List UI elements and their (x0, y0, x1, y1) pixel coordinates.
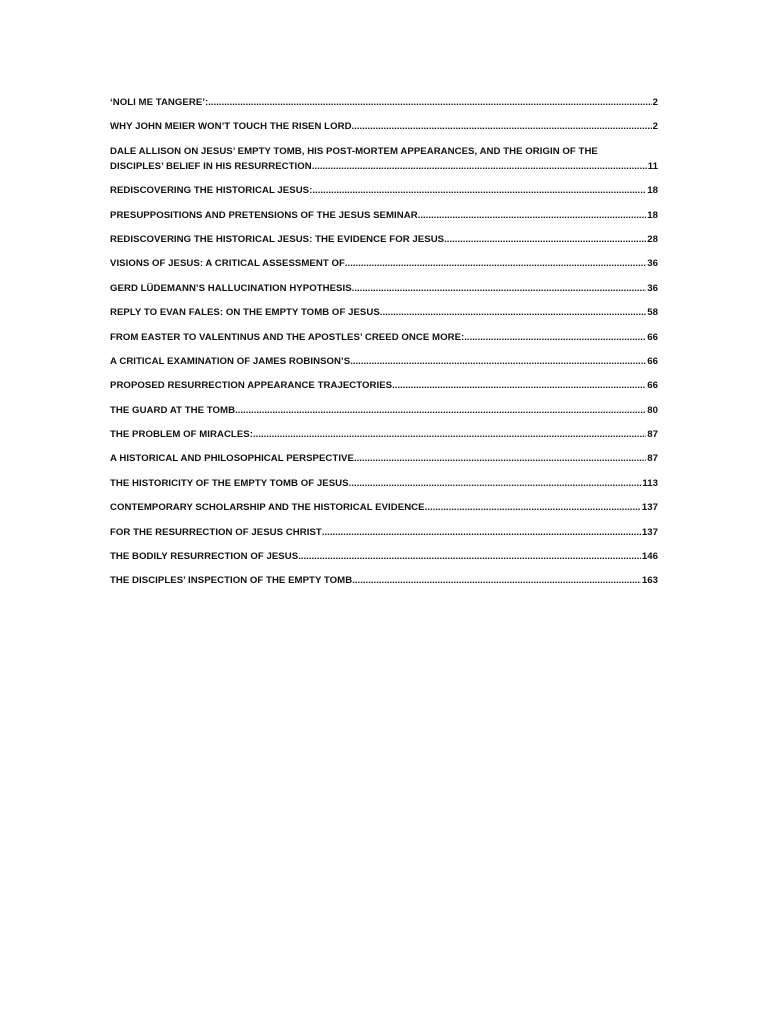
dot-leader (352, 574, 641, 587)
toc-entry-page: 18 (647, 185, 658, 197)
toc-entry-page: 113 (642, 477, 658, 489)
toc-entry[interactable] (110, 120, 658, 133)
toc-entry[interactable] (110, 331, 658, 344)
toc-entry-page: 87 (647, 453, 658, 465)
dot-leader (380, 306, 646, 319)
toc-entry[interactable] (110, 428, 658, 441)
dot-leader (253, 428, 646, 441)
dot-leader (425, 501, 641, 514)
toc-entry-title: REDISCOVERING THE HISTORICAL JESUS: THE EVIDENCE FOR JESUS (110, 233, 445, 245)
toc-entry[interactable] (110, 452, 658, 465)
toc-entry[interactable] (110, 404, 658, 417)
toc-entry-title: THE HISTORICITY OF THE EMPTY TOMB OF JESUS (110, 477, 349, 489)
toc-entry-title: GERD LÜDEMANN’S HALLUCINATION HYPOTHESIS (110, 282, 352, 294)
toc-entry-title: PRESUPPOSITIONS AND PRETENSIONS OF THE JESUS SEMINAR (110, 209, 418, 221)
dot-leader (345, 257, 646, 270)
toc-entry-page: 18 (647, 209, 658, 221)
table-of-contents (110, 96, 658, 599)
dot-leader (208, 96, 651, 109)
toc-entry-title: WHY JOHN MEIER WON’T TOUCH THE RISEN LORD (110, 121, 352, 133)
toc-entry-page: 80 (647, 404, 658, 416)
toc-entry[interactable] (110, 477, 658, 490)
dot-leader (312, 160, 647, 173)
toc-entry-title: THE DISCIPLES’ INSPECTION OF THE EMPTY TOMB (110, 575, 353, 587)
dot-leader (322, 526, 641, 539)
dot-leader (444, 233, 646, 246)
toc-entry-title-line-2: DISCIPLES’ BELIEF IN HIS RESURRECTION (110, 160, 312, 172)
toc-entry-page: 146 (641, 551, 658, 563)
toc-entry-title: THE PROBLEM OF MIRACLES: (110, 429, 253, 441)
toc-entry[interactable] (110, 306, 658, 319)
toc-entry-page: 36 (647, 258, 658, 270)
toc-entry[interactable] (110, 96, 658, 109)
toc-entry-title-line-1: DALE ALLISON ON JESUS’ EMPTY TOMB, HIS POST-MORTEM APPEARANCES, AND THE ORIGIN OF THE (110, 145, 598, 157)
toc-entry-title: ‘NOLI ME TANGERE’: (110, 97, 209, 108)
toc-entry-title: CONTEMPORARY SCHOLARSHIP AND THE HISTORICAL EVIDENCE (110, 502, 425, 514)
dot-leader (352, 120, 652, 133)
toc-entry-page: 2 (652, 97, 658, 108)
dot-leader (312, 184, 646, 197)
toc-entry-title: REDISCOVERING THE HISTORICAL JESUS: (110, 185, 313, 197)
toc-entry-page: 137 (641, 502, 658, 514)
toc-entry-page: 66 (647, 380, 658, 392)
toc-entry-title: THE BODILY RESURRECTION OF JESUS (110, 551, 299, 563)
toc-entry[interactable] (110, 145, 658, 173)
toc-entry-second-line (110, 160, 658, 173)
dot-leader (350, 355, 646, 368)
dot-leader (235, 404, 646, 417)
toc-entry-page: 11 (647, 160, 658, 172)
toc-entry[interactable] (110, 209, 658, 222)
dot-leader (349, 477, 642, 490)
toc-entry-page: 36 (647, 282, 658, 294)
toc-entry[interactable] (110, 257, 658, 270)
toc-entry-title: THE GUARD AT THE TOMB (110, 404, 236, 416)
toc-entry-page: 87 (647, 429, 658, 441)
toc-entry-title: FROM EASTER TO VALENTINUS AND THE APOSTLES’ CREED ONCE MORE: (110, 331, 465, 343)
toc-entry-page: 28 (647, 233, 658, 245)
toc-entry[interactable] (110, 355, 658, 368)
toc-entry[interactable] (110, 184, 658, 197)
toc-entry-page: 137 (641, 526, 658, 538)
toc-entry[interactable] (110, 550, 658, 563)
dot-leader (418, 209, 647, 222)
toc-entry-page: 2 (652, 121, 658, 133)
dot-leader (464, 331, 646, 344)
toc-entry[interactable] (110, 282, 658, 295)
dot-leader (298, 550, 641, 563)
toc-entry[interactable] (110, 574, 658, 587)
toc-entry[interactable] (110, 501, 658, 514)
toc-entry-title: FOR THE RESURRECTION OF JESUS CHRIST (110, 526, 322, 538)
toc-entry-page: 66 (647, 331, 658, 343)
toc-entry[interactable] (110, 379, 658, 392)
toc-entry-title: PROPOSED RESURRECTION APPEARANCE TRAJECTORIES (110, 380, 393, 392)
toc-entry-title: A CRITICAL EXAMINATION OF JAMES ROBINSON’S (110, 355, 351, 367)
dot-leader (392, 379, 646, 392)
toc-entry[interactable] (110, 233, 658, 246)
dot-leader (354, 452, 646, 465)
toc-entry-title: REPLY TO EVAN FALES: ON THE EMPTY TOMB OF JESUS (110, 307, 380, 319)
toc-entry-title: A HISTORICAL AND PHILOSOPHICAL PERSPECTIVE (110, 453, 354, 465)
dot-leader (352, 282, 647, 295)
toc-entry-page: 58 (647, 307, 658, 319)
toc-entry-title: VISIONS OF JESUS: A CRITICAL ASSESSMENT OF (110, 258, 345, 270)
toc-entry-page: 163 (641, 575, 658, 587)
toc-entry[interactable] (110, 526, 658, 539)
toc-entry-page: 66 (647, 355, 658, 367)
